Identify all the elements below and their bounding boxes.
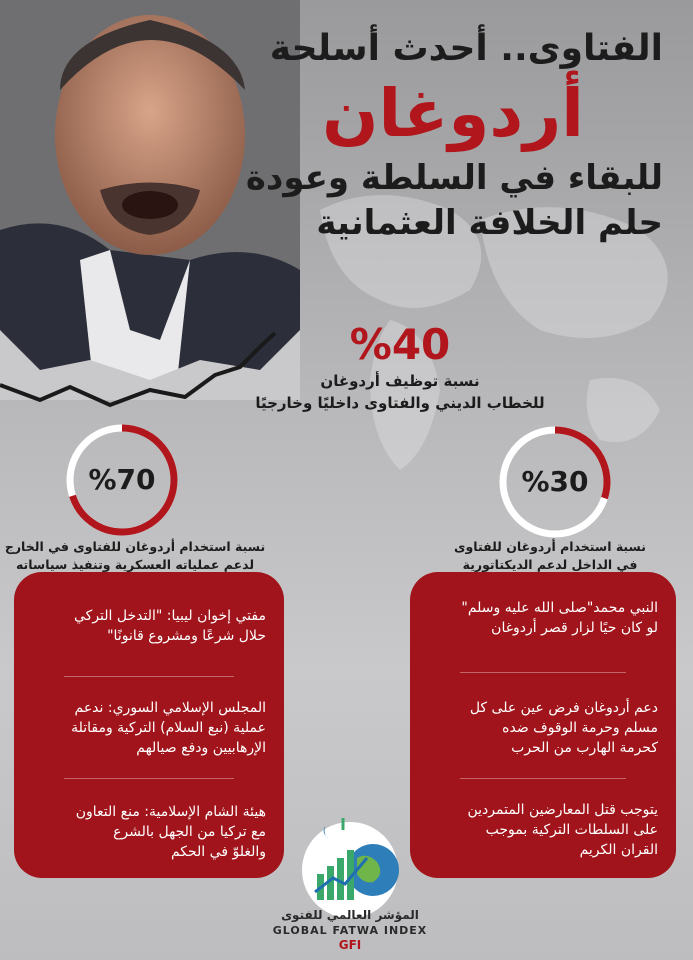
right-quote-3-line-3: القران الكريم (579, 842, 658, 858)
stat-ring-right (497, 424, 613, 540)
stat-right-value: %30 (521, 465, 589, 498)
main-stat-desc-2: للخطاب الديني والفتاوى داخليًا وخارجيًا (255, 394, 545, 412)
right-quote-2 (424, 698, 658, 758)
right-quote-2-line-1: دعم أردوغان فرض عين على كل (469, 700, 658, 716)
right-quote-3 (424, 800, 658, 860)
divider (64, 676, 234, 677)
stat-right-caption-1: نسبة استخدام أردوغان للفتاوى (454, 539, 646, 554)
left-quote-3-line-2: مع تركيا من الجهل بالشرع (113, 824, 266, 840)
right-quote-1-line-2: لو كان حيًا لزار قصر أردوغان (491, 620, 658, 636)
right-quotes-panel (410, 572, 676, 878)
left-quote-1-line-2: حلال شرعًا ومشروع قانونًا" (107, 628, 266, 644)
headline-line-3: للبقاء في السلطة وعودة (245, 158, 663, 198)
headline (243, 25, 663, 245)
left-quote-2 (28, 698, 266, 758)
divider (460, 672, 626, 673)
divider (460, 778, 626, 779)
headline-line-1: الفتاوى.. أحدث أسلحة (269, 28, 663, 69)
main-stat-value: %40 (349, 320, 451, 369)
right-quote-1-line-1: النبي محمد"صلى الله عليه وسلم" (461, 600, 658, 616)
stat-ring-left (64, 422, 180, 538)
stat-right-caption-2: في الداخل لدعم الديكتاتورية (462, 557, 638, 572)
main-stat (250, 320, 550, 414)
stat-left-value: %70 (88, 463, 156, 496)
crack-line (0, 325, 280, 415)
left-quote-2-line-2: عملية (نبع السلام) التركية ومقاتلة (71, 720, 266, 736)
headline-line-4: حلم الخلافة العثمانية (316, 203, 663, 243)
logo-english-text: GLOBAL FATWA INDEX (272, 924, 428, 937)
stat-left-caption-2: لدعم عملياته العسكرية وتنفيذ سياساته (15, 557, 255, 572)
stat-left-caption-1: نسبة استخدام أردوغان للفتاوى في الخارج (4, 539, 266, 554)
logo-arabic-text: المؤشر العالمي للفتوى (281, 908, 419, 922)
stat-right-caption (430, 538, 670, 574)
headline-name: أردوغان (322, 75, 584, 152)
left-quote-2-line-1: المجلس الإسلامي السوري: ندعم (74, 700, 266, 716)
right-quote-3-line-1: يتوجب قتل المعارضين المتمردين (467, 802, 658, 818)
left-quote-2-line-3: الإرهابيين ودفع صيالهم (136, 740, 266, 756)
left-quotes-panel (14, 572, 284, 878)
left-quote-3-line-1: هيئة الشام الإسلامية: منع التعاون (75, 804, 266, 820)
divider (64, 778, 234, 779)
right-quote-1 (424, 598, 658, 638)
left-quote-1 (28, 606, 266, 646)
logo-abbreviation: GFI (338, 938, 362, 952)
right-quote-3-line-2: على السلطات التركية بموجب (485, 822, 658, 838)
left-quote-3-line-3: والغلوّ في الحكم (170, 844, 266, 860)
right-quote-2-line-3: كحرمة الهارب من الحرب (511, 740, 658, 756)
right-quote-2-line-2: مسلم وحرمة الوقوف ضده (502, 720, 658, 736)
left-quote-3 (28, 802, 266, 862)
main-stat-desc-1: نسبة توظيف أردوغان (320, 372, 480, 390)
left-quote-1-line-1: مفتي إخوان ليبيا: "التدخل التركي (73, 608, 266, 624)
stat-left-caption (0, 538, 270, 574)
gfi-logo-icon (295, 812, 405, 922)
